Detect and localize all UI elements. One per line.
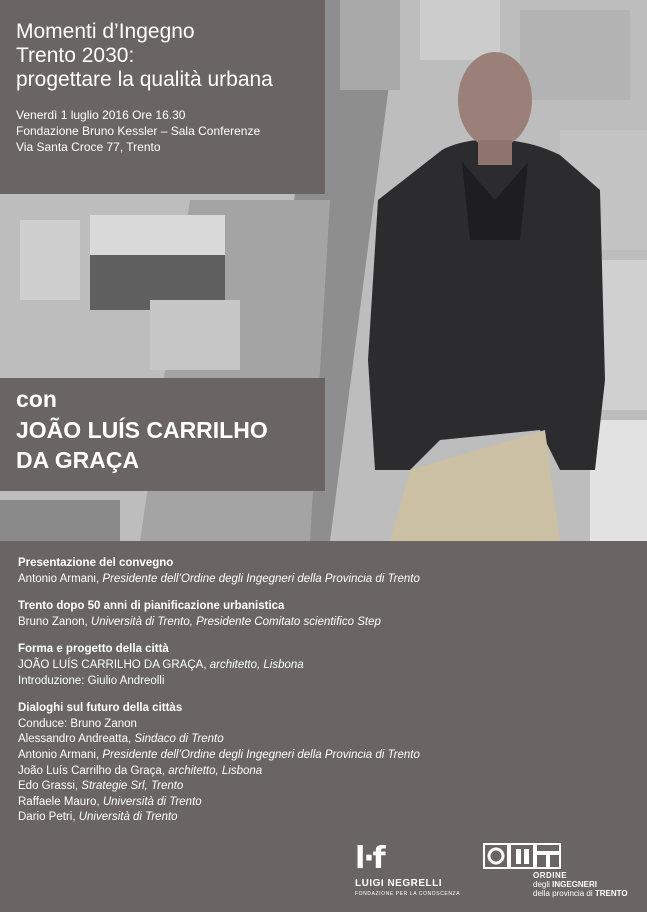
program-list xyxy=(18,556,458,838)
session-line: Alessandro Andreatta, Sindaco di Trento xyxy=(18,733,224,746)
negrelli-logo xyxy=(353,843,473,899)
session-title: Forma e progetto della città xyxy=(18,643,169,656)
program-session xyxy=(18,599,458,630)
speaker-name-line: JOÃO LUÍS CARRILHO xyxy=(16,417,268,443)
session-line: Antonio Armani, Presidente dell’Ordine degli Ingegneri della Provincia di Trento xyxy=(18,748,420,761)
session-line: Conduce: Bruno Zanon xyxy=(18,717,137,730)
ordine-line3: della provincia di TRENTO xyxy=(533,889,628,898)
event-title xyxy=(16,20,316,92)
title-panel xyxy=(0,0,325,194)
ordine-logo xyxy=(483,843,633,903)
session-title: Trento dopo 50 anni di pianificazione urbanistica xyxy=(18,600,285,613)
speaker-panel xyxy=(0,378,325,491)
session-line: João Luís Carrilho da Graça, architetto, Lisbona xyxy=(18,764,263,777)
speaker-prefix: con xyxy=(16,386,57,412)
speaker-name xyxy=(16,415,321,475)
program-session xyxy=(18,556,458,587)
event-info xyxy=(16,107,316,155)
ordine-line1: ORDINE xyxy=(533,871,568,880)
session-line: Bruno Zanon, Università di Trento, Presidente Comitato scientifico Step xyxy=(18,615,381,628)
session-title: Dialoghi sul futuro della cittàs xyxy=(18,702,183,715)
session-line: Raffaele Mauro, Università di Trento xyxy=(18,795,202,808)
event-venue: Fondazione Bruno Kessler – Sala Conferenze xyxy=(16,124,261,138)
program-session xyxy=(18,642,458,689)
session-line: Antonio Armani, Presidente dell’Ordine degli Ingegneri della Provincia di Trento xyxy=(18,572,420,585)
event-address: Via Santa Croce 77, Trento xyxy=(16,140,161,154)
event-date: Venerdì 1 luglio 2016 Ore 16.30 xyxy=(16,108,186,122)
session-title: Presentazione del convegno xyxy=(18,557,174,569)
session-line: JOÃO LUÍS CARRILHO DA GRAÇA, architetto, Lisbona xyxy=(18,658,304,671)
session-line: Dario Petri, Università di Trento xyxy=(18,811,178,824)
ordine-line2: degli INGEGNERI xyxy=(533,880,598,889)
speaker-name-line: DA GRAÇA xyxy=(16,447,140,473)
title-line: Trento 2030: xyxy=(16,44,135,67)
negrelli-mark: l·f xyxy=(355,841,384,876)
title-line: progettare la qualità urbana xyxy=(16,68,273,91)
negrelli-subtitle: FONDAZIONE PER LA CONOSCENZA xyxy=(355,891,461,897)
title-line: Momenti d’Ingegno xyxy=(16,20,195,43)
session-line: Introduzione: Giulio Andreolli xyxy=(18,674,165,687)
negrelli-name: LUIGI NEGRELLI xyxy=(355,878,442,889)
program-session xyxy=(18,701,458,826)
ordine-mark-icon xyxy=(483,843,561,869)
session-line: Edo Grassi, Strategie Srl, Trento xyxy=(18,780,184,793)
